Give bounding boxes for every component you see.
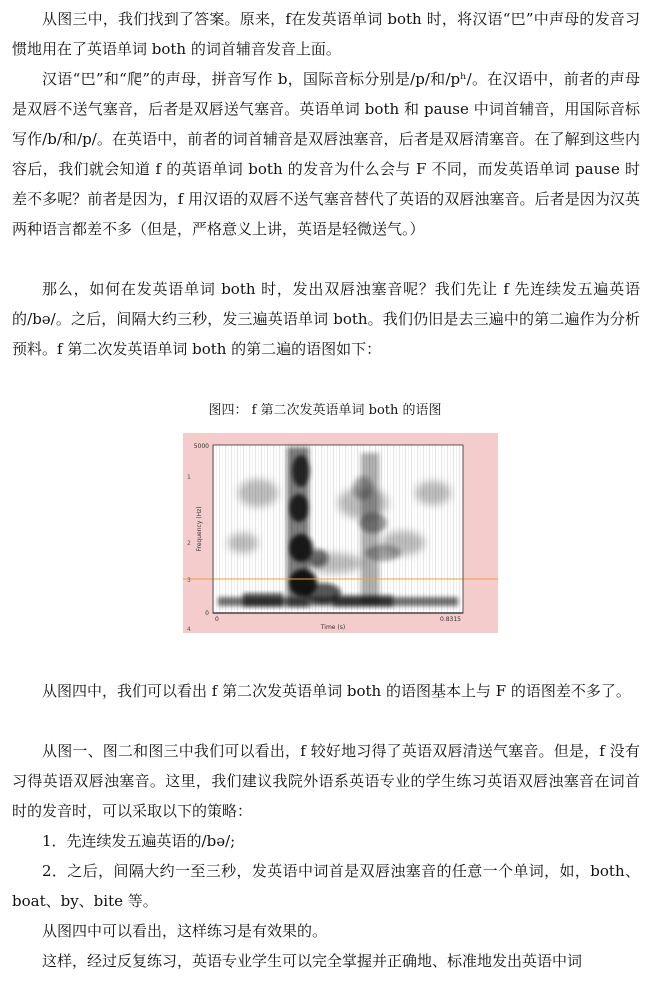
paragraph-5: 从图一、图二和图三中我们可以看出，f 较好地习得了英语双唇清送气塞音。但是，f 没有习得英语双唇浊塞音。这里，我们建议我院外语系英语专业的学生练习英语双唇浊塞音在词首时的发音时，可以采取以下的策略： — [12, 742, 640, 820]
figure-caption: 图四： f 第二次发英语单词 both 的语图 — [208, 403, 442, 418]
list-item-1: 1．先连续发五遍英语的/bə/; — [42, 832, 236, 850]
y-top-tick: 5000 — [193, 443, 209, 450]
paragraph-2: 汉语“巴”和“爬”的声母，拼音写作 b，国际音标分别是/p/和/pʰ/。在汉语中，前者的声母是双唇不送气塞音，后者是双唇送气塞音。英语单词 both 和 pause 中词首辅音，用国际音标写作/b/和/p/。在英语中，前者的词首辅音是双唇浊塞音，后者是双唇清塞音。在了解到这些内容后，我们就会知道 f 的英语单词 both 的发音为什么会与 F 不同，而发英语单词 pause 时差不多呢？前者是因为，f 用汉语的双唇不送气塞音替代了英语的双唇浊塞音。后者是因为汉英两种语言都差不多（但是，严格意义上讲，英语是轻微送气。） — [12, 70, 640, 238]
paragraph-6: 从图四中可以看出，这样练习是有效果的。 — [42, 922, 328, 940]
paragraph-1: 从图三中，我们找到了答案。原来，f在发英语单词 both 时，将汉语“巴”中声母的发音习惯地用在了英语单词 both 的词首辅音发音上面。 — [12, 10, 640, 58]
y-axis-label: Frequency (Hz) — [196, 506, 203, 552]
x-axis-label: Time (s) — [320, 624, 346, 631]
y-bottom-tick: 0 — [205, 610, 209, 617]
side-mark-4: 4 — [187, 626, 191, 633]
spectrogram-figure — [183, 433, 498, 633]
paragraph-7: 这样，经过反复练习，英语专业学生可以完全掌握并正确地、标准地发出英语中词 — [42, 952, 583, 970]
side-mark-1: 1 — [187, 474, 191, 481]
side-mark-2: 2 — [187, 540, 191, 547]
x-left-tick: 0 — [215, 616, 219, 623]
paragraph-4: 从图四中，我们可以看出 f 第二次发英语单词 both 的语图基本上与 F 的语图差不多了。 — [42, 682, 631, 700]
x-right-tick: 0.8315 — [440, 616, 461, 623]
paragraph-3: 那么，如何在发英语单词 both 时，发出双唇浊塞音呢？我们先让 f 先连续发五遍英语的/bə/。之后，间隔大约三秒，发三遍英语单词 both。我们仍旧是去三遍中的第二遍作为分析预料。f 第二次发英语单词 both 的第二遍的语图如下： — [12, 280, 640, 358]
list-item-2: 2．之后，间隔大约一至三秒，发英语中词首是双唇浊塞音的任意一个单词，如，both、boat、by、bite 等。 — [12, 862, 640, 910]
spectrogram-svg — [183, 433, 498, 633]
side-mark-3: 3 — [187, 577, 191, 584]
